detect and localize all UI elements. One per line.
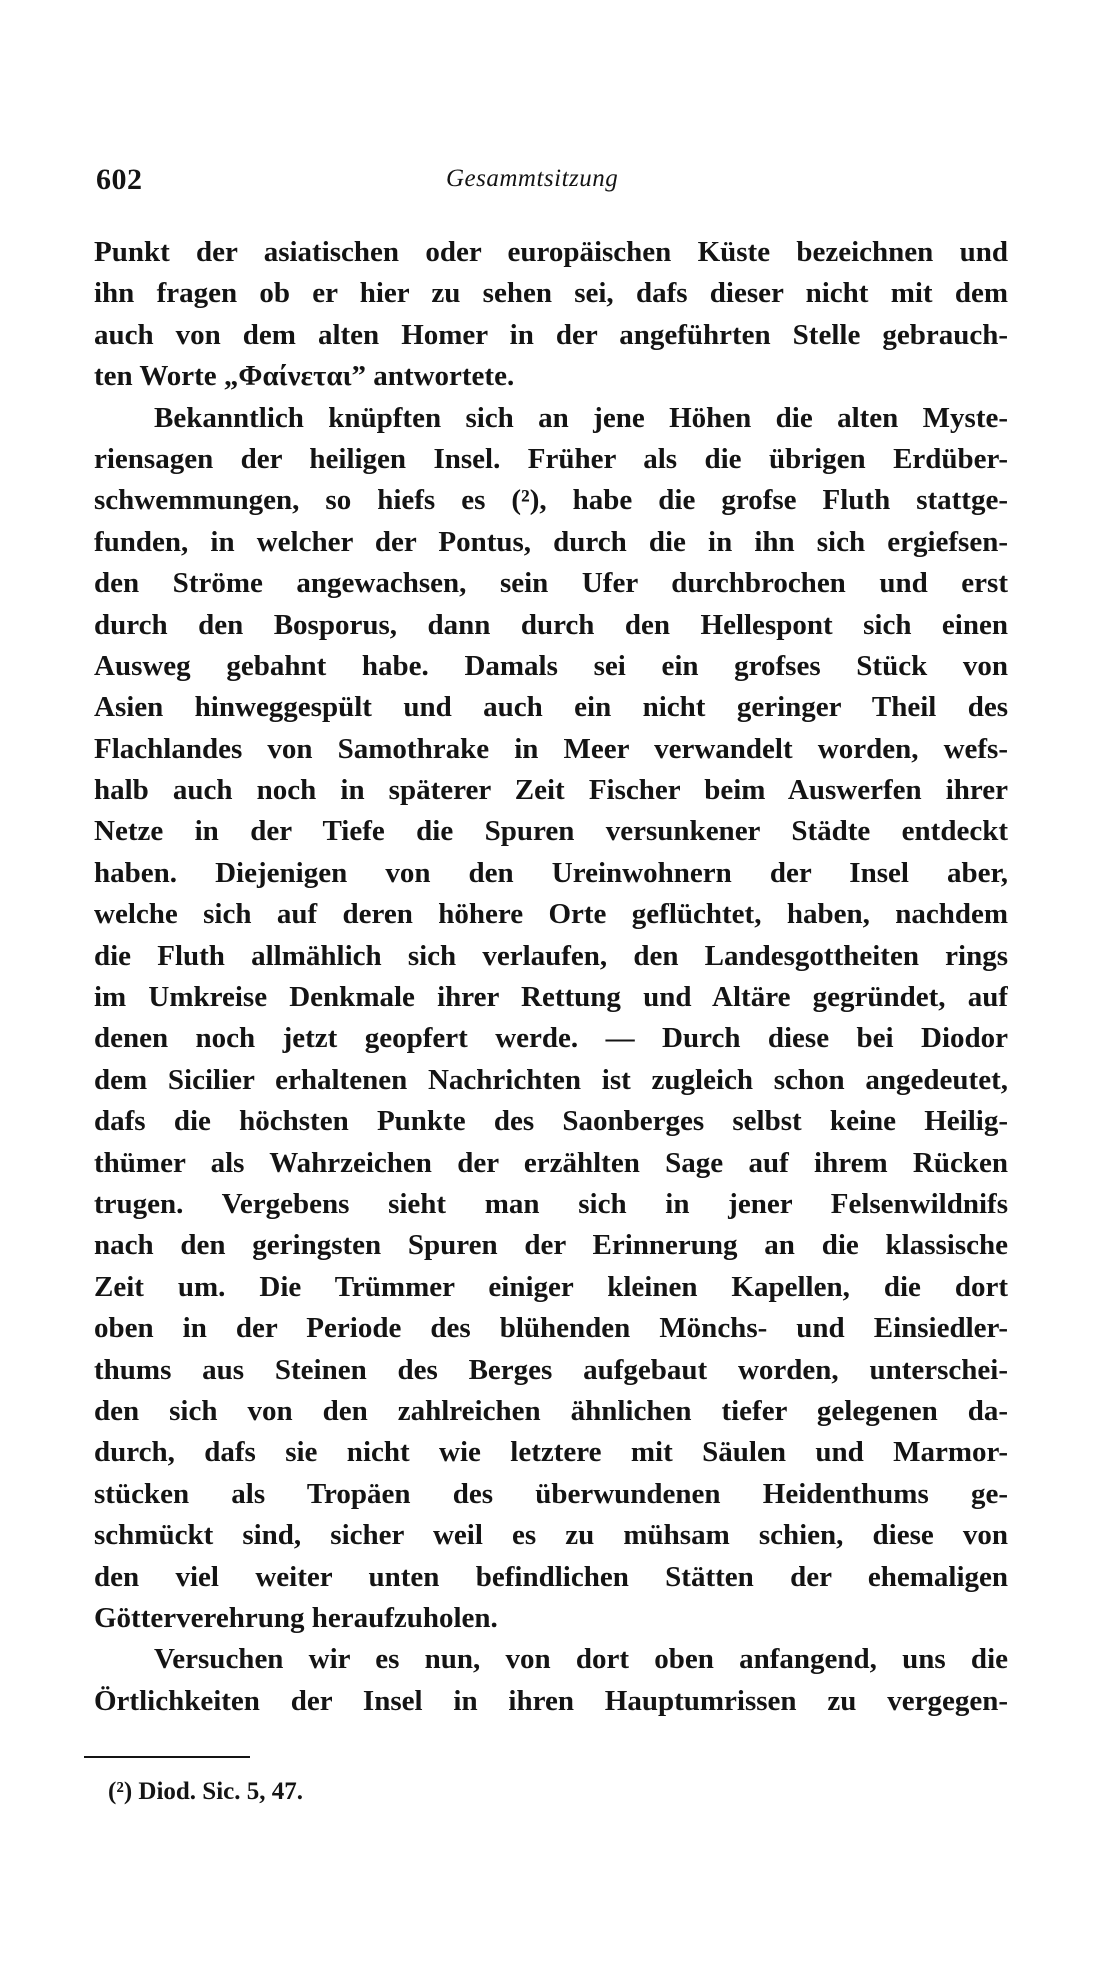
text-line: Punkt der asiatischen oder europäischen Küste bezeichnen und (94, 236, 1008, 268)
text-line: thümer als Wahrzeichen der erzählten Sage auf ihrem Rücken (94, 1146, 1008, 1179)
text-line: den sich von den zahlreichen ähnlichen tiefer gelegenen da- (94, 1394, 1008, 1427)
page-number: 602 (96, 163, 143, 196)
footnote-rule (84, 1756, 250, 1758)
footnote (108, 1778, 303, 1806)
page-header (96, 163, 1016, 203)
text-line: dafs die höchsten Punkte des Saonberges selbst keine Heilig- (94, 1105, 1008, 1138)
text-line: dem Sicilier erhaltenen Nachrichten ist zugleich schon angedeutet, (94, 1063, 1008, 1096)
text-line: den viel weiter unten befindlichen Stätten der ehemaligen (94, 1560, 1008, 1593)
text-line: durch den Bosporus, dann durch den Hellespont sich einen (94, 608, 1008, 641)
text-line: ten Worte „Φαίνεται” antwortete. (94, 360, 515, 393)
text-line: ihn fragen ob er hier zu sehen sei, dafs dieser nicht mit dem (94, 277, 1008, 310)
text-line: stücken als Tropäen des überwundenen Heidenthums ge- (94, 1477, 1008, 1510)
body-text (94, 232, 1008, 1722)
text-line: im Umkreise Denkmale ihrer Rettung und Altäre gegründet, auf (94, 981, 1008, 1014)
text-line: die Fluth allmählich sich verlaufen, den Landesgottheiten rings (94, 939, 1008, 972)
text-line: riensagen der heiligen Insel. Früher als die übrigen Erdüber- (94, 442, 1008, 475)
text-line: Bekanntlich knüpften sich an jene Höhen die alten Myste- (154, 401, 1008, 434)
text-line: haben. Diejenigen von den Ureinwohnern der Insel aber, (94, 856, 1008, 889)
text-line: Netze in der Tiefe die Spuren versunkener Städte entdeckt (94, 815, 1008, 848)
text-line: Asien hinweggespült und auch ein nicht geringer Theil des (94, 691, 1008, 724)
text-line: den Ströme angewachsen, sein Ufer durchbrochen und erst (94, 567, 1008, 600)
text-line: schwemmungen, so hiefs es (²), habe die grofse Fluth stattge- (94, 484, 1008, 517)
footnote-text: Diod. Sic. 5, 47. (138, 1778, 304, 1805)
text-line: denen noch jetzt geopfert werde. — Durch diese bei Diodor (94, 1022, 1008, 1055)
text-line: halb auch noch in späterer Zeit Fischer beim Auswerfen ihrer (94, 774, 1008, 807)
text-line: auch von dem alten Homer in der angeführten Stelle gebrauch- (94, 318, 1008, 351)
text-line: thums aus Steinen des Berges aufgebaut worden, unterschei- (94, 1353, 1008, 1386)
text-line: oben in der Periode des blühenden Mönchs- und Einsiedler- (94, 1312, 1008, 1345)
text-line: funden, in welcher der Pontus, durch die in ihn sich ergiefsen- (94, 525, 1008, 558)
text-line: Örtlichkeiten der Insel in ihren Hauptumrissen zu vergegen- (94, 1684, 1008, 1717)
running-head: Gesammtsitzung (446, 165, 619, 192)
text-line: Götterverehrung heraufzuholen. (94, 1601, 498, 1634)
text-line: schmückt sind, sicher weil es zu mühsam schien, diese von (94, 1519, 1008, 1552)
text-line: Ausweg gebahnt habe. Damals sei ein grofses Stück von (94, 649, 1008, 682)
text-line: Zeit um. Die Trümmer einiger kleinen Kapellen, die dort (94, 1270, 1008, 1303)
text-line: durch, dafs sie nicht wie letztere mit Säulen und Marmor- (94, 1436, 1008, 1469)
text-line: Versuchen wir es nun, von dort oben anfangend, uns die (154, 1643, 1008, 1676)
text-line: trugen. Vergebens sieht man sich in jener Felsenwildnifs (94, 1187, 1008, 1220)
text-line: welche sich auf deren höhere Orte geflüchtet, haben, nachdem (94, 898, 1008, 931)
footnote-marker: (²) (108, 1778, 133, 1805)
text-line: nach den geringsten Spuren der Erinnerung an die klassische (94, 1229, 1008, 1262)
text-line: Flachlandes von Samothrake in Meer verwandelt worden, wefs- (94, 732, 1008, 765)
